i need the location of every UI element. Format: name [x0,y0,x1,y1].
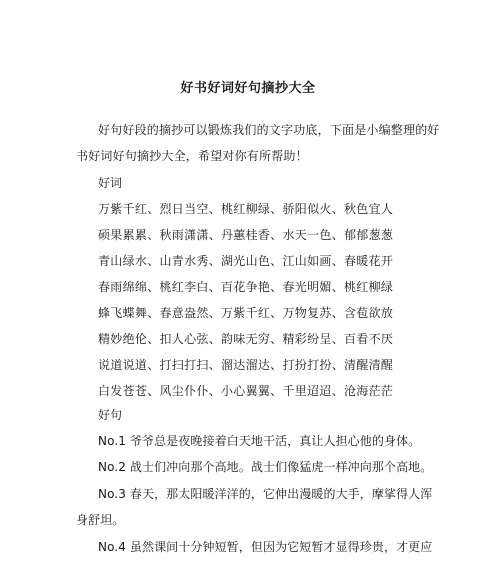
word-row: 硕果累累、秋雨潇潇、丹蕙桂香、水天一色、郁郁葱葱 [98,228,394,242]
document-title: 好书好词好句摘抄大全 [180,81,316,96]
word-row: 万紫千红、烈日当空、桃红柳绿、骄阳似火、秋色宜人 [98,202,394,216]
word-row: 春雨绵绵、桃红李白、百花争艳、春光明媚、桃红柳绿 [98,280,394,294]
intro-paragraph-line-1: 好句好段的摘抄可以锻炼我们的文字功底，下面是小编整理的好 [98,123,440,137]
sentence-item: No.2 战士们冲向那个高地。战士们像猛虎一样冲向那个高地。 [98,460,433,474]
sentences-heading: 好句 [98,408,123,422]
word-row: 精妙绝伦、扣人心弦、韵味无穷、精彩纷呈、百看不厌 [98,332,394,346]
sentence-item: No.1 爷爷总是夜晚接着白天地干活，真让人担心他的身体。 [98,434,421,448]
words-heading: 好词 [98,176,123,190]
sentence-item: No.3 春天，那太阳暖洋洋的，它伸出漫暖的大手，摩挲得人浑 [98,487,433,501]
intro-paragraph-line-2: 书好词好句摘抄大全，希望对你有所帮助！ [76,149,308,163]
word-row: 青山绿水、山青水秀、湖光山色、江山如画、春暖花开 [98,254,394,268]
word-row: 说道说道、打扫打扫、溜达溜达、打扮打扮、清醒清醒 [98,358,394,372]
word-row: 蜂飞蝶舞、春意盎然、万紫千红、万物复苏、含苞欲放 [98,306,394,320]
sentence-item-continuation: 身舒坦。 [76,513,125,527]
sentence-item: No.4 虽然课间十分钟短暂，但因为它短暂才显得珍贵，才更应 [98,540,433,554]
word-row: 白发苍苍、风尘仆仆、小心翼翼、千里迢迢、沧海茫茫 [98,384,394,398]
